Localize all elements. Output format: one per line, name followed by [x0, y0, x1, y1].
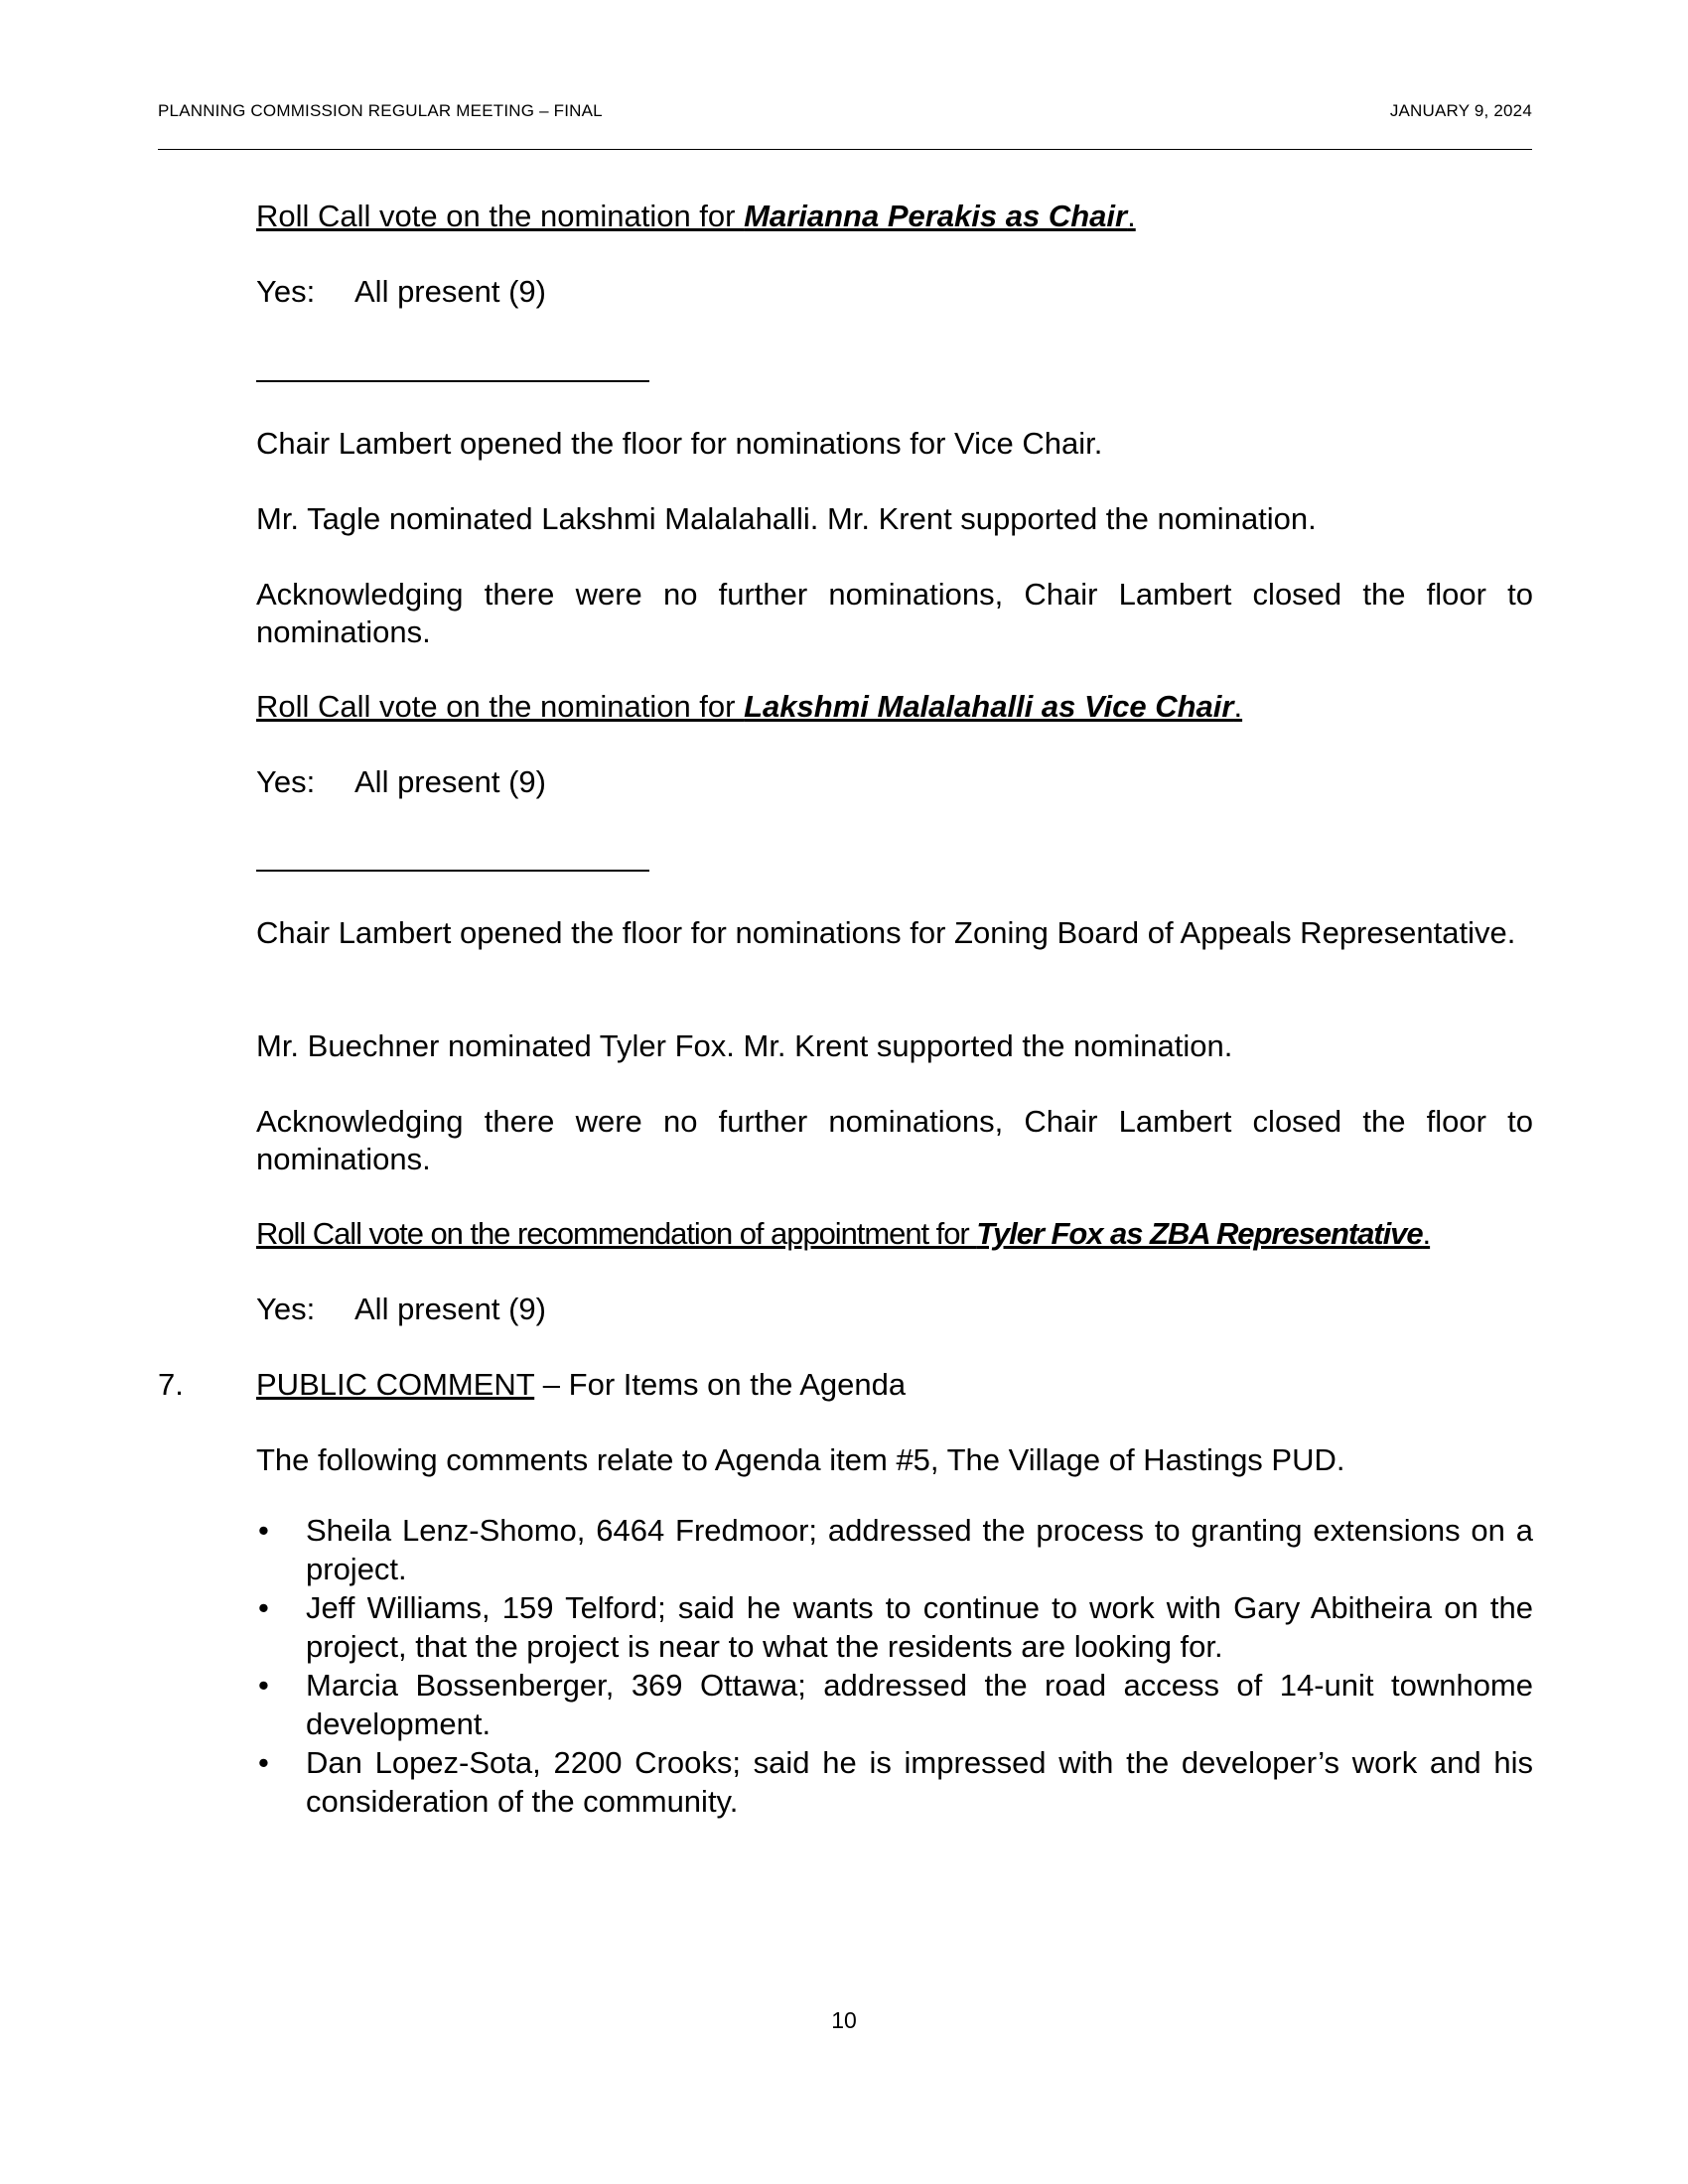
section-heading — [256, 1366, 1533, 1404]
list-item — [256, 1743, 1533, 1821]
chair-vote-name: Marianna Perakis as Chair — [744, 199, 1128, 233]
list-item — [256, 1588, 1533, 1666]
zba-nominated: Mr. Buechner nominated Tyler Fox. Mr. Krent supported the nomination. — [256, 1028, 1233, 1063]
yes-value: All present (9) — [354, 764, 546, 799]
separator-line — [256, 870, 649, 872]
vice-chair-nominated: Mr. Tagle nominated Lakshmi Malalahalli. Mr. Krent supported the nomination. — [256, 501, 1317, 536]
section-subtitle: – For Items on the Agenda — [534, 1367, 907, 1402]
zba-vote-prefix: Roll Call vote on the recommendation of appointment for — [256, 1216, 977, 1251]
section-title: PUBLIC COMMENT — [256, 1367, 535, 1402]
yes-value: All present (9) — [354, 274, 546, 309]
bullet-icon: • — [258, 1590, 269, 1625]
yes-label: Yes: — [256, 1292, 316, 1326]
section-intro: The following comments relate to Agenda item #5, The Village of Hastings PUD. — [256, 1442, 1345, 1477]
vice-chair-vote-prefix: Roll Call vote on the nomination for — [256, 689, 745, 724]
zba-vote-result — [256, 1291, 1533, 1328]
zba-vote-line — [256, 1215, 1533, 1253]
chair-vote-suffix: . — [1127, 199, 1136, 233]
header-date: JANUARY 9, 2024 — [1389, 101, 1532, 120]
comment-text: Jeff Williams, 159 Telford; said he wants to continue to work with Gary Abitheira on the project, that the project is near to what the residents are looking for. — [306, 1590, 1533, 1664]
vice-chair-opened: Chair Lambert opened the floor for nominations for Vice Chair. — [256, 426, 1103, 461]
list-item — [256, 1666, 1533, 1743]
chair-vote-result — [256, 273, 1533, 311]
comment-text: Marcia Bossenberger, 369 Ottawa; addressed the road access of 14-unit townhome development. — [306, 1668, 1533, 1741]
yes-value: All present (9) — [354, 1292, 546, 1326]
separator-line — [256, 380, 649, 382]
zba-vote-name: Tyler Fox as ZBA Representative — [976, 1216, 1423, 1251]
comment-text: Sheila Lenz-Shomo, 6464 Fredmoor; addressed the process to granting extensions on a project. — [306, 1513, 1533, 1586]
vice-chair-vote-line — [256, 688, 1533, 726]
vice-chair-vote-name: Lakshmi Malalahalli as Vice Chair — [744, 689, 1234, 724]
header-rule — [158, 149, 1532, 150]
zba-vote-suffix: . — [1422, 1216, 1431, 1251]
section-number: 7. — [158, 1367, 184, 1402]
yes-label: Yes: — [256, 274, 316, 309]
yes-label: Yes: — [256, 764, 316, 799]
chair-vote-prefix: Roll Call vote on the nomination for — [256, 199, 745, 233]
vice-chair-closed: Acknowledging there were no further nominations, Chair Lambert closed the floor to nominations. — [256, 577, 1533, 649]
comment-text: Dan Lopez-Sota, 2200 Crooks; said he is impressed with the developer’s work and his consideration of the community. — [306, 1745, 1533, 1819]
vice-chair-vote-result — [256, 763, 1533, 801]
bullet-icon: • — [258, 1745, 269, 1780]
bullet-icon: • — [258, 1513, 269, 1548]
vice-chair-vote-suffix: . — [1233, 689, 1243, 724]
zba-opened: Chair Lambert opened the floor for nominations for Zoning Board of Appeals Representative. — [256, 915, 1516, 950]
public-comment-list — [256, 1511, 1533, 1821]
header-title: PLANNING COMMISSION REGULAR MEETING – FINAL — [158, 101, 603, 120]
page-number: 10 — [831, 2007, 857, 2033]
list-item — [256, 1511, 1533, 1588]
bullet-icon: • — [258, 1668, 269, 1703]
chair-vote-line — [256, 198, 1533, 235]
zba-closed: Acknowledging there were no further nominations, Chair Lambert closed the floor to nominations. — [256, 1104, 1533, 1176]
